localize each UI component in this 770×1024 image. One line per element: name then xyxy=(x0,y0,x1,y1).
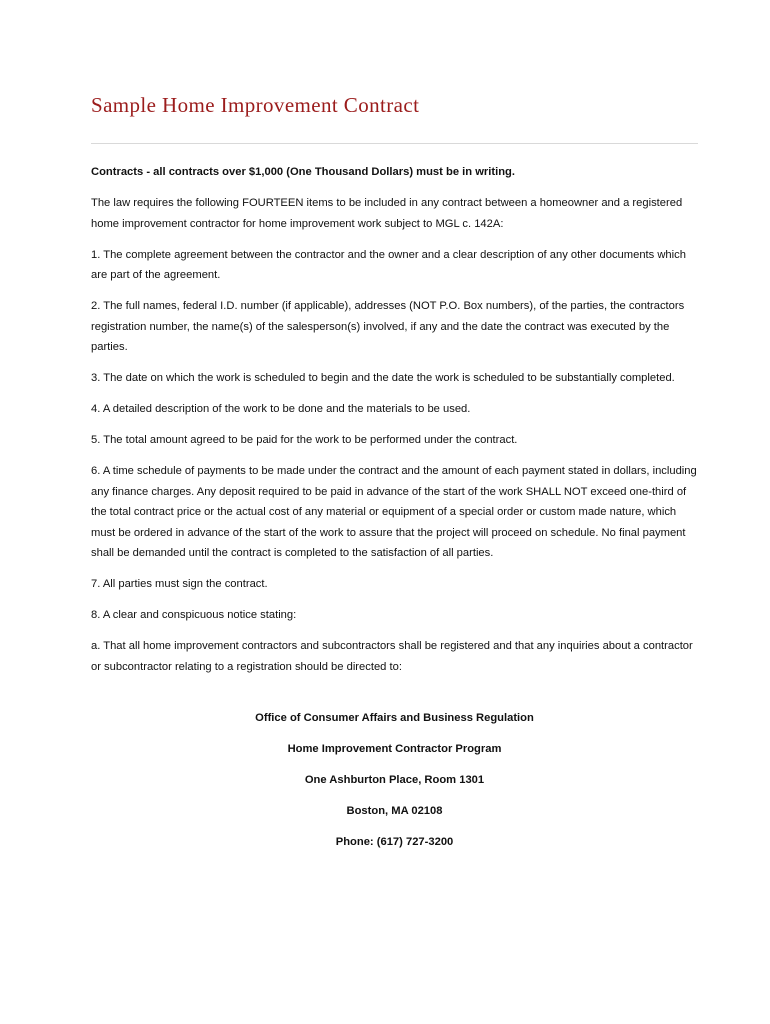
item-7-paragraph: 7. All parties must sign the contract. xyxy=(91,578,268,590)
lead-statement: Contracts - all contracts over $1,000 (One Thousand Dollars) must be in writing. xyxy=(91,166,515,178)
item-8a-paragraph: a. That all home improvement contractors and subcontractors shall be registered and that any inquiries about a contractor or subcontractor relating to a registration should be directed to: xyxy=(91,640,693,673)
agency-program-name: Home Improvement Contractor Program xyxy=(287,743,502,755)
item-4-paragraph: 4. A detailed description of the work to be done and the materials to be used. xyxy=(91,403,471,415)
agency-office-name: Office of Consumer Affairs and Business Regulation xyxy=(255,712,534,724)
document-title: Sample Home Improvement Contract xyxy=(91,93,420,117)
agency-phone: Phone: (617) 727-3200 xyxy=(335,836,454,848)
document-page xyxy=(91,90,698,863)
item-1-paragraph: 1. The complete agreement between the contractor and the owner and a clear description of any other documents which are part of the agreement. xyxy=(91,248,686,281)
intro-paragraph: The law requires the following FOURTEEN items to be included in any contract between a homeowner and a registered home improvement contractor for home improvement work subject to MGL c. 142A: xyxy=(91,197,683,230)
title-divider xyxy=(91,143,698,144)
item-2-paragraph: 2. The full names, federal I.D. number (if applicable), addresses (NOT P.O. Box numbers), of the parties, the contractors registration number, the name(s) of the salesperson(s) involved, if any and the date the contract was executed by the parties. xyxy=(91,300,685,353)
item-3-paragraph: 3. The date on which the work is scheduled to begin and the date the work is scheduled to be substantially completed. xyxy=(91,372,675,384)
agency-city-zip: Boston, MA 02108 xyxy=(346,805,443,817)
agency-address-block xyxy=(91,708,698,853)
item-8-paragraph: 8. A clear and conspicuous notice stating: xyxy=(91,609,297,621)
item-6-paragraph: 6. A time schedule of payments to be made under the contract and the amount of each payment stated in dollars, including any finance charges. Any deposit required to be paid in advance of the start of the work SHALL NOT exceed one-third of the total contract price or the actual cost of any material or equipment of a special order or custom made nature, which must be ordered in advance of the start of the work to assure that the project will proceed on schedule. No final payment shall be demanded until the contract is completed to the satisfaction of all parties. xyxy=(91,465,697,559)
agency-street-address: One Ashburton Place, Room 1301 xyxy=(304,774,485,786)
item-5-paragraph: 5. The total amount agreed to be paid for the work to be performed under the contract. xyxy=(91,434,518,446)
